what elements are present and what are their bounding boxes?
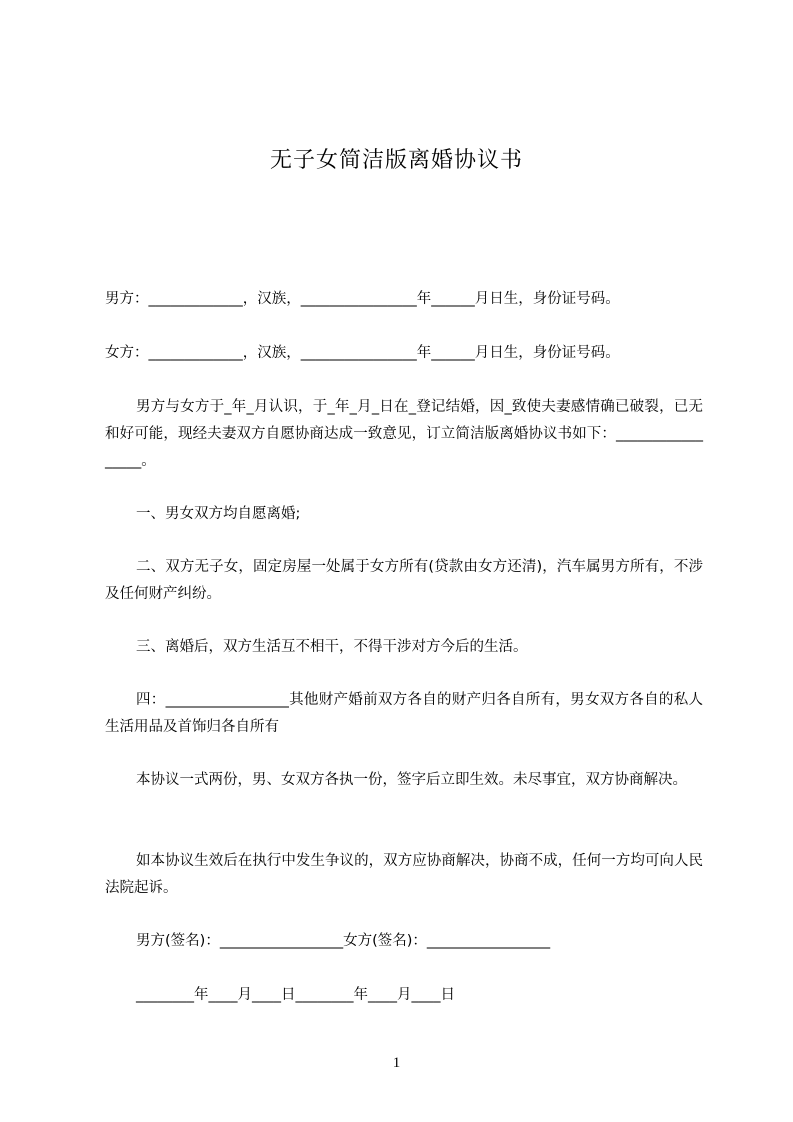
husband-info-line: 男方：_____________，汉族，________________年______月日生，身份证号码。 [105, 291, 620, 307]
clause-4: 四：_________________其他财产婚前双方各自的财产归各自所有，男女双方各自的私人生活用品及首饰归各自所有 [105, 692, 703, 735]
date-line: ________年____月____日________年____月____日 [136, 987, 455, 1003]
document-title: 无子女简洁版离婚协议书 [269, 148, 523, 173]
intro-paragraph: 男方与女方于_年_月认识，于_年_月_日在_登记结婚，因_致使夫妻感情确已破裂，已无和好可能，现经夫妻双方自愿协商达成一致意见，订立简洁版离婚协议书如下：_________________。 [105, 399, 703, 469]
page-number: 1 [392, 1055, 401, 1071]
dispute-clause: 如本协议生效后在执行中发生争议的，双方应协商解决，协商不成，任何一方均可向人民法院起诉。 [105, 853, 703, 896]
clause-1: 一、男女双方均自愿离婚; [136, 506, 301, 522]
signature-line: 男方(签名)：_________________女方(签名)：_________________ [136, 933, 551, 949]
copies-clause: 本协议一式两份，男、女双方各执一份，签字后立即生效。未尽事宜，双方协商解决。 [136, 772, 687, 788]
clause-2: 二、双方无子女，固定房屋一处属于女方所有(贷款由女方还清)，汽车属男方所有，不涉及任何财产纠纷。 [105, 559, 703, 602]
clause-3: 三、离婚后，双方生活互不相干，不得干涉对方今后的生活。 [136, 639, 528, 655]
wife-info-line: 女方：_____________，汉族，________________年______月日生，身份证号码。 [105, 345, 620, 361]
